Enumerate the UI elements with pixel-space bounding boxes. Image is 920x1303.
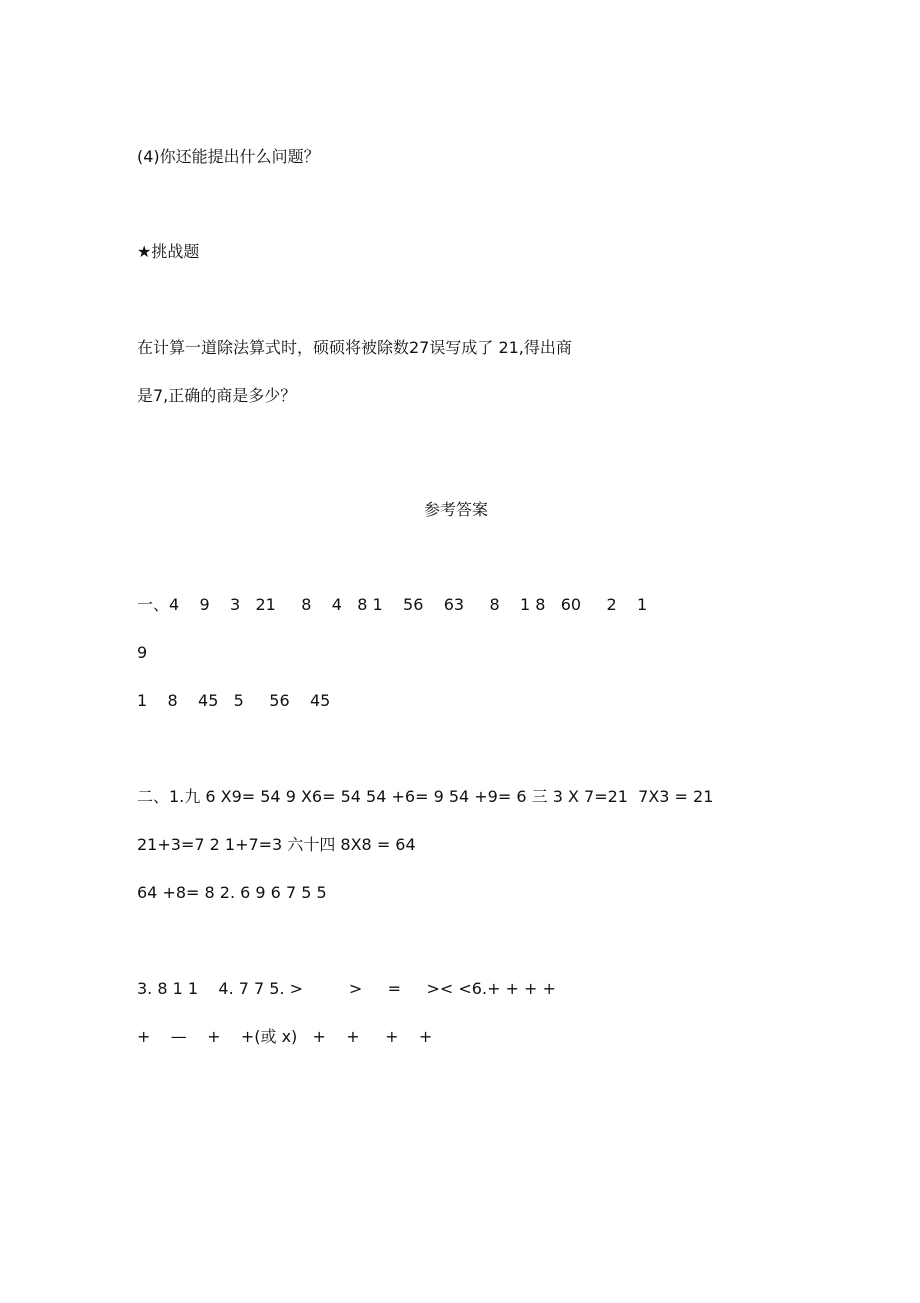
answers-section3-line1: 3. 8 1 1 4. 7 7 5. > > = >< <6.+ + + + [137,979,556,998]
answers-section1-line2: 9 [137,643,148,662]
answers-section2-line2: 21+3=7 2 1+7=3 六十四 8X8 = 64 [137,835,416,854]
answers-section2-line3: 64 +8= 8 2. 6 9 6 7 5 5 [137,883,327,902]
challenge-text-line1: 在计算一道除法算式时，硕硕将被除数27误写成了 21,得出商 [137,338,572,357]
answers-section2-line1: 二、1.九 6 X9= 54 9 X6= 54 54 +6= 9 54 +9= 6 三 3 X 7=21 7X3 = 21 [137,787,714,806]
challenge-text-line2: 是7,正确的商是多少？ [137,386,297,405]
answers-title: 参考答案 [424,500,489,519]
answers-section1-line1: 一、4 9 3 21 8 4 8 1 56 63 8 1 8 60 2 1 [137,595,648,614]
answers-section1-line3: 1 8 45 5 56 45 [137,691,331,710]
challenge-title: ★挑战题 [137,242,200,261]
answers-section3-line2: + — + +(或 x) + + + + [137,1027,433,1046]
question-part4: (4)你还能提出什么问题？ [137,147,320,166]
